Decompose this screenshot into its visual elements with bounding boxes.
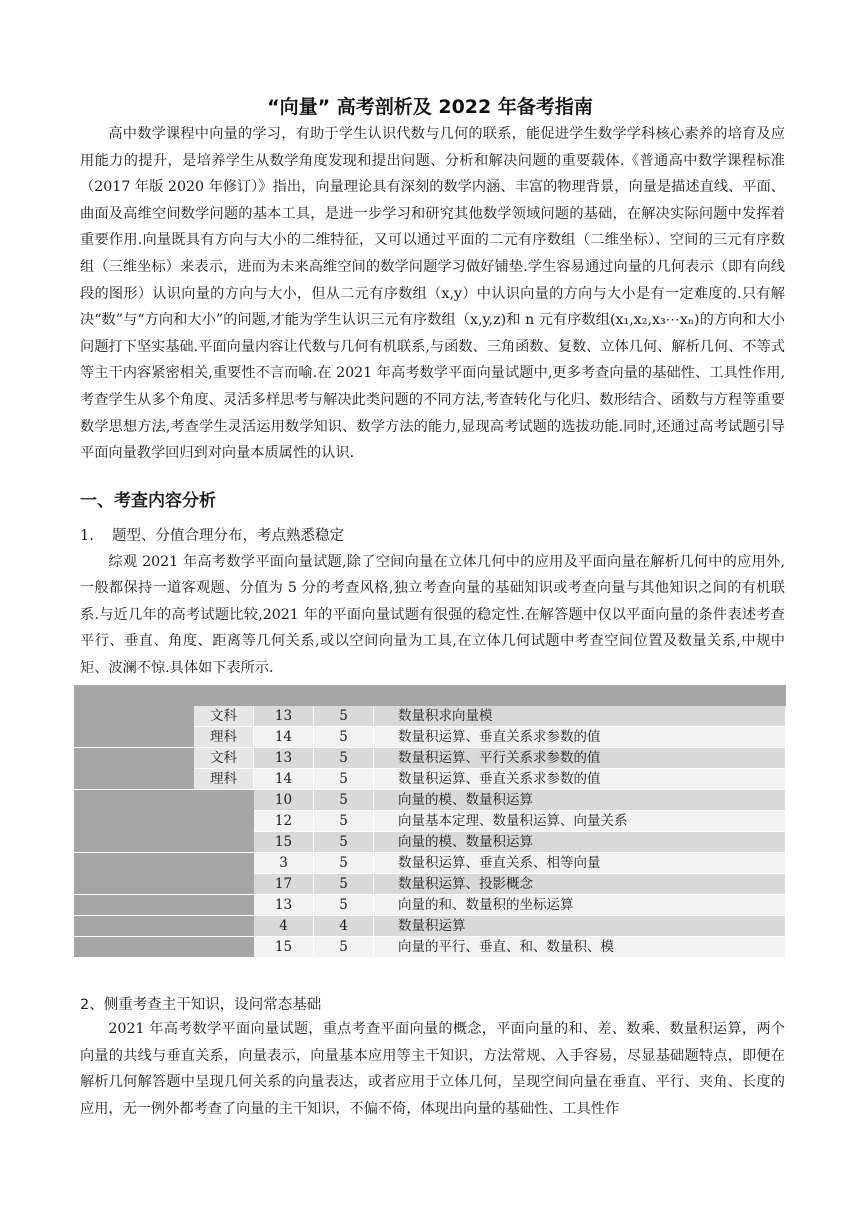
score-cell: 5	[314, 895, 374, 916]
score-cell: 5	[314, 832, 374, 853]
score-cell: 5	[314, 853, 374, 874]
question-number-cell: 10	[254, 790, 314, 811]
table-row	[74, 937, 786, 958]
type-cell: 理科	[194, 769, 254, 790]
content-cell: 向量的和、数量积的坐标运算	[374, 895, 786, 916]
table-row	[74, 874, 786, 895]
score-cell: 5	[314, 748, 374, 769]
content-cell: 数量积求向量模	[374, 706, 786, 727]
content-cell: 数量积运算、垂直关系、相等向量	[374, 853, 786, 874]
section-heading: 一、考查内容分析	[80, 491, 216, 511]
analysis-paragraph: 综观 2021 年高考数学平面向量试题,除了空间向量在立体几何中的应用及平面向量在解析几何中的应用外,一般都保持一道客观题、分值为 5 分的考查风格,独立考查向量的基础知识或考查向量与其他知识之间的有机联系.与近几年的高考试题比较,2021 年的平面向量试题有很强的稳定性.在解答题中仅以平面向量的条件表述考查平行、垂直、角度、距离等几何关系,或以空间向量为工具,在立体几何试题中考查空间位置及数量关系,中规中矩、波澜不惊.具体如下表所示.	[80, 554, 785, 676]
content-cell: 数量积运算、垂直关系求参数的值	[374, 769, 786, 790]
score-cell: 5	[314, 769, 374, 790]
table-row	[74, 895, 786, 916]
table-header-band	[74, 685, 786, 706]
subsection-heading-2: 2、侧重考查主干知识，设问常态基础	[80, 997, 322, 1013]
type-cell: 理科	[194, 727, 254, 748]
score-cell: 5	[314, 937, 374, 958]
table-row	[74, 727, 786, 748]
table-row	[74, 832, 786, 853]
question-number-cell: 13	[254, 895, 314, 916]
score-cell: 4	[314, 916, 374, 937]
question-number-cell: 4	[254, 916, 314, 937]
score-cell: 5	[314, 706, 374, 727]
score-cell: 5	[314, 811, 374, 832]
question-number-cell: 12	[254, 811, 314, 832]
question-number-cell: 14	[254, 769, 314, 790]
content-cell: 向量的平行、垂直、和、数量积、模	[374, 937, 786, 958]
table-row	[74, 811, 786, 832]
question-number-cell: 13	[254, 706, 314, 727]
table-row	[74, 790, 786, 811]
table-row	[74, 853, 786, 874]
content-cell: 向量的模、数量积运算	[374, 790, 786, 811]
score-cell: 5	[314, 790, 374, 811]
subsection-number: 1.	[80, 528, 94, 544]
question-number-cell: 3	[254, 853, 314, 874]
score-cell: 5	[314, 727, 374, 748]
question-number-cell: 13	[254, 748, 314, 769]
table-row	[74, 706, 786, 727]
document-title: “向量” 高考剖析及 2022 年备考指南	[267, 96, 593, 118]
question-number-cell: 15	[254, 832, 314, 853]
score-cell: 5	[314, 874, 374, 895]
content-cell: 数量积运算	[374, 916, 786, 937]
content-cell: 向量基本定理、数量积运算、向量关系	[374, 811, 786, 832]
type-cell: 文科	[194, 748, 254, 769]
content-cell: 数量积运算、平行关系求参数的值	[374, 748, 786, 769]
main-knowledge-paragraph: 2021 年高考数学平面向量试题，重点考查平面向量的概念，平面向量的和、差、数乘、数量积运算，两个向量的共线与垂直关系，向量表示，向量基本应用等主干知识，方法常规、入手容易，尽显基础题特点，即便在解析几何解答题中呈现几何关系的向量表达，或者应用于立体几何，呈现空间向量在垂直、平行、夹角、长度的应用，无一例外都考查了向量的主干知识，不偏不倚，体现出向量的基础性、工具性作	[80, 1021, 785, 1117]
subsection-title: 题型、分值合理分布，考点熟悉稳定	[112, 528, 344, 544]
content-cell: 数量积运算、垂直关系求参数的值	[374, 727, 786, 748]
type-cell: 文科	[194, 706, 254, 727]
table-row	[74, 769, 786, 790]
table-row	[74, 748, 786, 769]
content-cell: 向量的模、数量积运算	[374, 832, 786, 853]
question-number-cell: 14	[254, 727, 314, 748]
question-number-cell: 15	[254, 937, 314, 958]
subsection-heading-1	[80, 524, 344, 545]
table-row	[74, 916, 786, 937]
question-number-cell: 17	[254, 874, 314, 895]
exam-table	[74, 685, 786, 961]
content-cell: 数量积运算、投影概念	[374, 874, 786, 895]
intro-paragraph: 高中数学课程中向量的学习，有助于学生认识代数与几何的联系，能促进学生数学学科核心素养的培育及应用能力的提升，是培养学生从数学角度发现和提出问题、分析和解决问题的重要载体.《普通高中数学课程标准（2017 年版 2020 年修订）》指出，向量理论具有深刻的数学内涵、丰富的物理背景，向量是描述直线、平面、曲面及高维空间数学问题的基本工具，是进一步学习和研究其他数学领域问题的基础，在解决实际问题中发挥着重要作用.向量既具有方向与大小的二维特征，又可以通过平面的二元有序数组（二维坐标）、空间的三元有序数组（三维坐标）来表示，进而为未来高维空间的数学问题学习做好铺垫.学生容易通过向量的几何表示（即有向线段的图形）认识向量的方向与大小，但从二元有序数组（x,y）中认识向量的方向与大小是有一定难度的.只有解决“数”与“方向和大小”的问题,才能为学生认识三元有序数组（x,y,z)和 n 元有序数组(x₁,x₂,x₃⋯xₙ)的方向和大小问题打下坚实基础.平面向量内容让代数与几何有机联系,与函数、三角函数、复数、立体几何、解析几何、不等式等主干内容紧密相关,重要性不言而喻.在 2021 年高考数学平面向量试题中,更多考查向量的基础性、工具性作用,考查学生从多个角度、灵活多样思考与解决此类问题的不同方法,考查转化与化归、数形结合、函数与方程等重要数学思想方法,考查学生灵活运用数学知识、数学方法的能力,显现高考试题的选拔功能.同时,还通过高考试题引导平面向量教学回归到对向量本质属性的认识.	[80, 126, 785, 462]
